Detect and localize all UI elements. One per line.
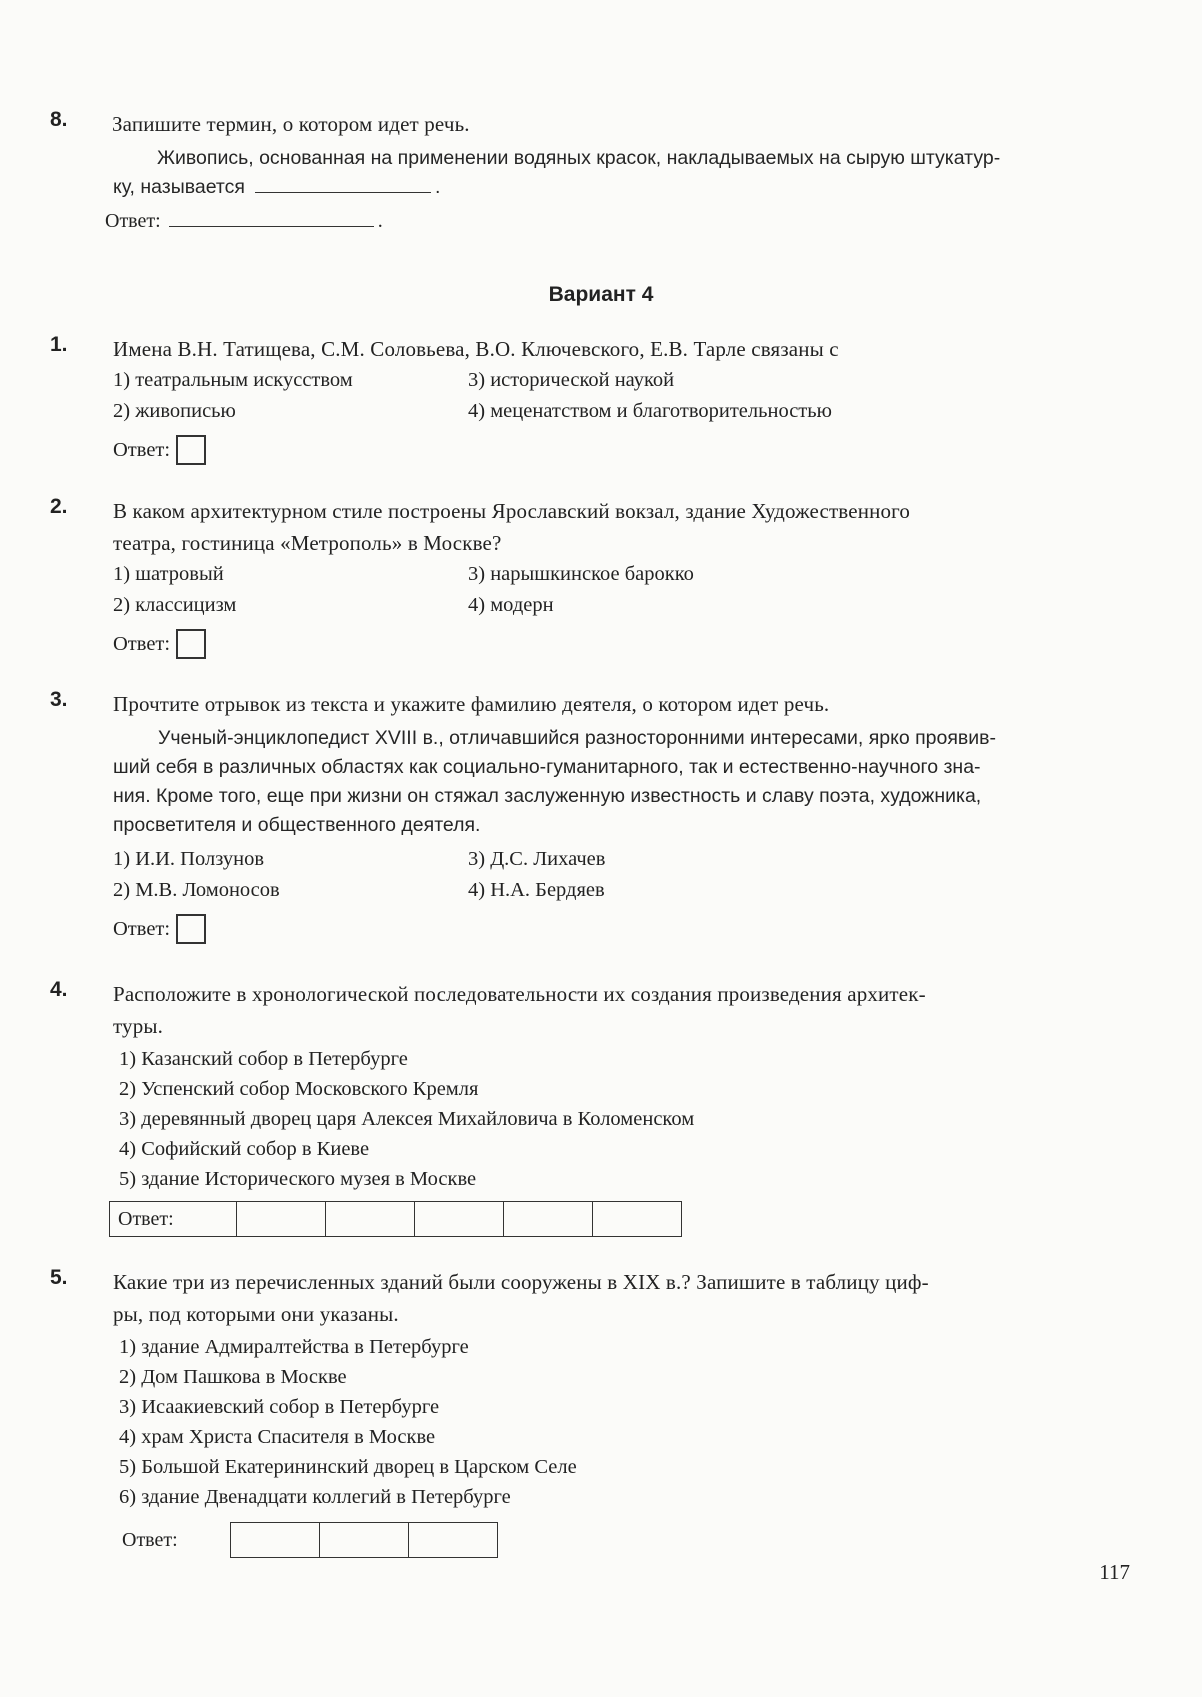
options-right <box>468 844 605 906</box>
answer-cell[interactable] <box>231 1523 320 1558</box>
task-number: 3. <box>50 688 68 711</box>
option: 3) исторической наукой <box>468 369 675 391</box>
list-item: 1) Казанский собор в Петербурге <box>119 1048 408 1070</box>
option: 4) Н.А. Бердяев <box>468 879 605 901</box>
items-list <box>119 1044 1120 1194</box>
options-left <box>113 559 236 621</box>
task-question: Имена В.Н. Татищева, С.М. Соловьева, В.О. Ключевского, Е.В. Тарле связаны с <box>113 337 839 361</box>
answer-line <box>105 210 1120 250</box>
answer-cell[interactable] <box>415 1202 504 1237</box>
task-text-line <box>113 173 1120 202</box>
task-number: 2. <box>50 495 68 518</box>
task-1 <box>50 333 1120 470</box>
answer-label: Ответ: <box>105 210 161 232</box>
page-number: 117 <box>1099 1560 1130 1584</box>
task-number: 5. <box>50 1266 68 1289</box>
answer-box[interactable] <box>176 629 206 659</box>
list-item: 6) здание Двенадцати коллегий в Петербурге <box>119 1486 511 1508</box>
answer-cell[interactable] <box>237 1202 326 1237</box>
list-item: 2) Дом Пашкова в Москве <box>119 1366 347 1388</box>
answer-cell[interactable] <box>409 1523 498 1558</box>
task-question-line: Расположите в хронологической последовательности их создания произведения архитек- <box>113 982 926 1006</box>
options-left <box>113 365 353 427</box>
task-question-line: В каком архитектурном стиле построены Ярославский вокзал, здание Художественного <box>113 499 911 523</box>
option: 4) модерн <box>468 594 554 616</box>
answer-label: Ответ: <box>122 1528 178 1551</box>
list-item: 2) Успенский собор Московского Кремля <box>119 1078 479 1100</box>
option: 3) нарышкинское барокко <box>468 563 694 585</box>
task-3 <box>50 688 1120 949</box>
task-question-line: туры. <box>113 1014 164 1038</box>
task-4 <box>50 978 1120 1237</box>
answer-cell[interactable] <box>504 1202 593 1237</box>
options <box>113 365 1120 427</box>
options <box>113 844 1120 906</box>
option: 4) меценатством и благотворительностью <box>468 400 832 422</box>
task-question-line: Какие три из перечисленных зданий были сооружены в XIX в.? Запишите в таблицу циф- <box>113 1270 929 1294</box>
answer-blank[interactable] <box>169 226 374 227</box>
answer-table <box>230 1522 498 1558</box>
answer-line <box>113 909 1120 949</box>
list-item: 5) Большой Екатерининский дворец в Царском Селе <box>119 1456 577 1478</box>
task-question-line: театра, гостиница «Метрополь» в Москве? <box>113 531 502 555</box>
option: 2) М.В. Ломоносов <box>113 879 280 901</box>
options-left <box>113 844 280 906</box>
option: 2) классицизм <box>113 594 237 616</box>
options-right <box>468 365 832 427</box>
quote-line: Ученый-энциклопедист XVIII в., отличавшийся разносторонними интересами, ярко проявив- <box>158 727 997 749</box>
options <box>113 559 1120 621</box>
list-item: 3) Исаакиевский собор в Петербурге <box>119 1396 440 1418</box>
answer-label: Ответ: <box>110 1202 237 1237</box>
task-text-line: Живопись, основанная на применении водяных красок, накладываемых на сырую штукатур- <box>157 147 1001 169</box>
task-number: 8. <box>50 108 68 131</box>
answer-table <box>109 1201 682 1237</box>
task-question: Прочтите отрывок из текста и укажите фамилию деятеля, о котором идет речь. <box>113 692 830 716</box>
list-item: 4) Софийский собор в Киеве <box>119 1138 370 1160</box>
task-number: 1. <box>50 333 68 356</box>
answer-box[interactable] <box>176 914 206 944</box>
list-item: 1) здание Адмиралтейства в Петербурге <box>119 1336 469 1358</box>
answer-cell[interactable] <box>593 1202 682 1237</box>
list-item: 5) здание Исторического музея в Москве <box>119 1168 477 1190</box>
answer-line <box>113 430 1120 470</box>
option: 3) Д.С. Лихачев <box>468 848 606 870</box>
answer-box[interactable] <box>176 435 206 465</box>
quote-line: ший себя в различных областях как социально-гуманитарного, так и естественно-научного зна- <box>113 756 981 778</box>
options-right <box>468 559 694 621</box>
answer-label: Ответ: <box>113 632 171 655</box>
quote-line: ния. Кроме того, еще при жизни он стяжал заслуженную известность и славу поэта, художника, <box>113 785 982 807</box>
answer-cell[interactable] <box>326 1202 415 1237</box>
answer-line <box>122 1522 1120 1558</box>
answer-line <box>113 624 1120 664</box>
task-number: 4. <box>50 978 68 1001</box>
variant-title: Вариант 4 <box>548 283 654 306</box>
option: 2) живописью <box>113 400 236 422</box>
task-text-fragment: ку, называется <box>113 176 245 198</box>
period: . <box>434 176 441 198</box>
items-list <box>119 1332 1120 1512</box>
task-8 <box>50 108 1120 250</box>
answer-label: Ответ: <box>113 917 171 940</box>
quote-line: просветителя и общественного деятеля. <box>113 814 481 836</box>
option: 1) И.И. Ползунов <box>113 848 265 870</box>
list-item: 3) деревянный дворец царя Алексея Михайловича в Коломенском <box>119 1108 695 1130</box>
answer-label: Ответ: <box>113 438 171 461</box>
period: . <box>377 210 383 232</box>
list-item: 4) храм Христа Спасителя в Москве <box>119 1426 436 1448</box>
task-question-line: ры, под которыми они указаны. <box>113 1302 399 1326</box>
option: 1) шатровый <box>113 563 224 585</box>
task-question: Запишите термин, о котором идет речь. <box>112 112 470 136</box>
option: 1) театральным искусством <box>113 369 353 391</box>
answer-cell[interactable] <box>320 1523 409 1558</box>
task-5 <box>50 1266 1120 1558</box>
fill-in-blank[interactable] <box>255 192 431 193</box>
task-2 <box>50 495 1120 664</box>
